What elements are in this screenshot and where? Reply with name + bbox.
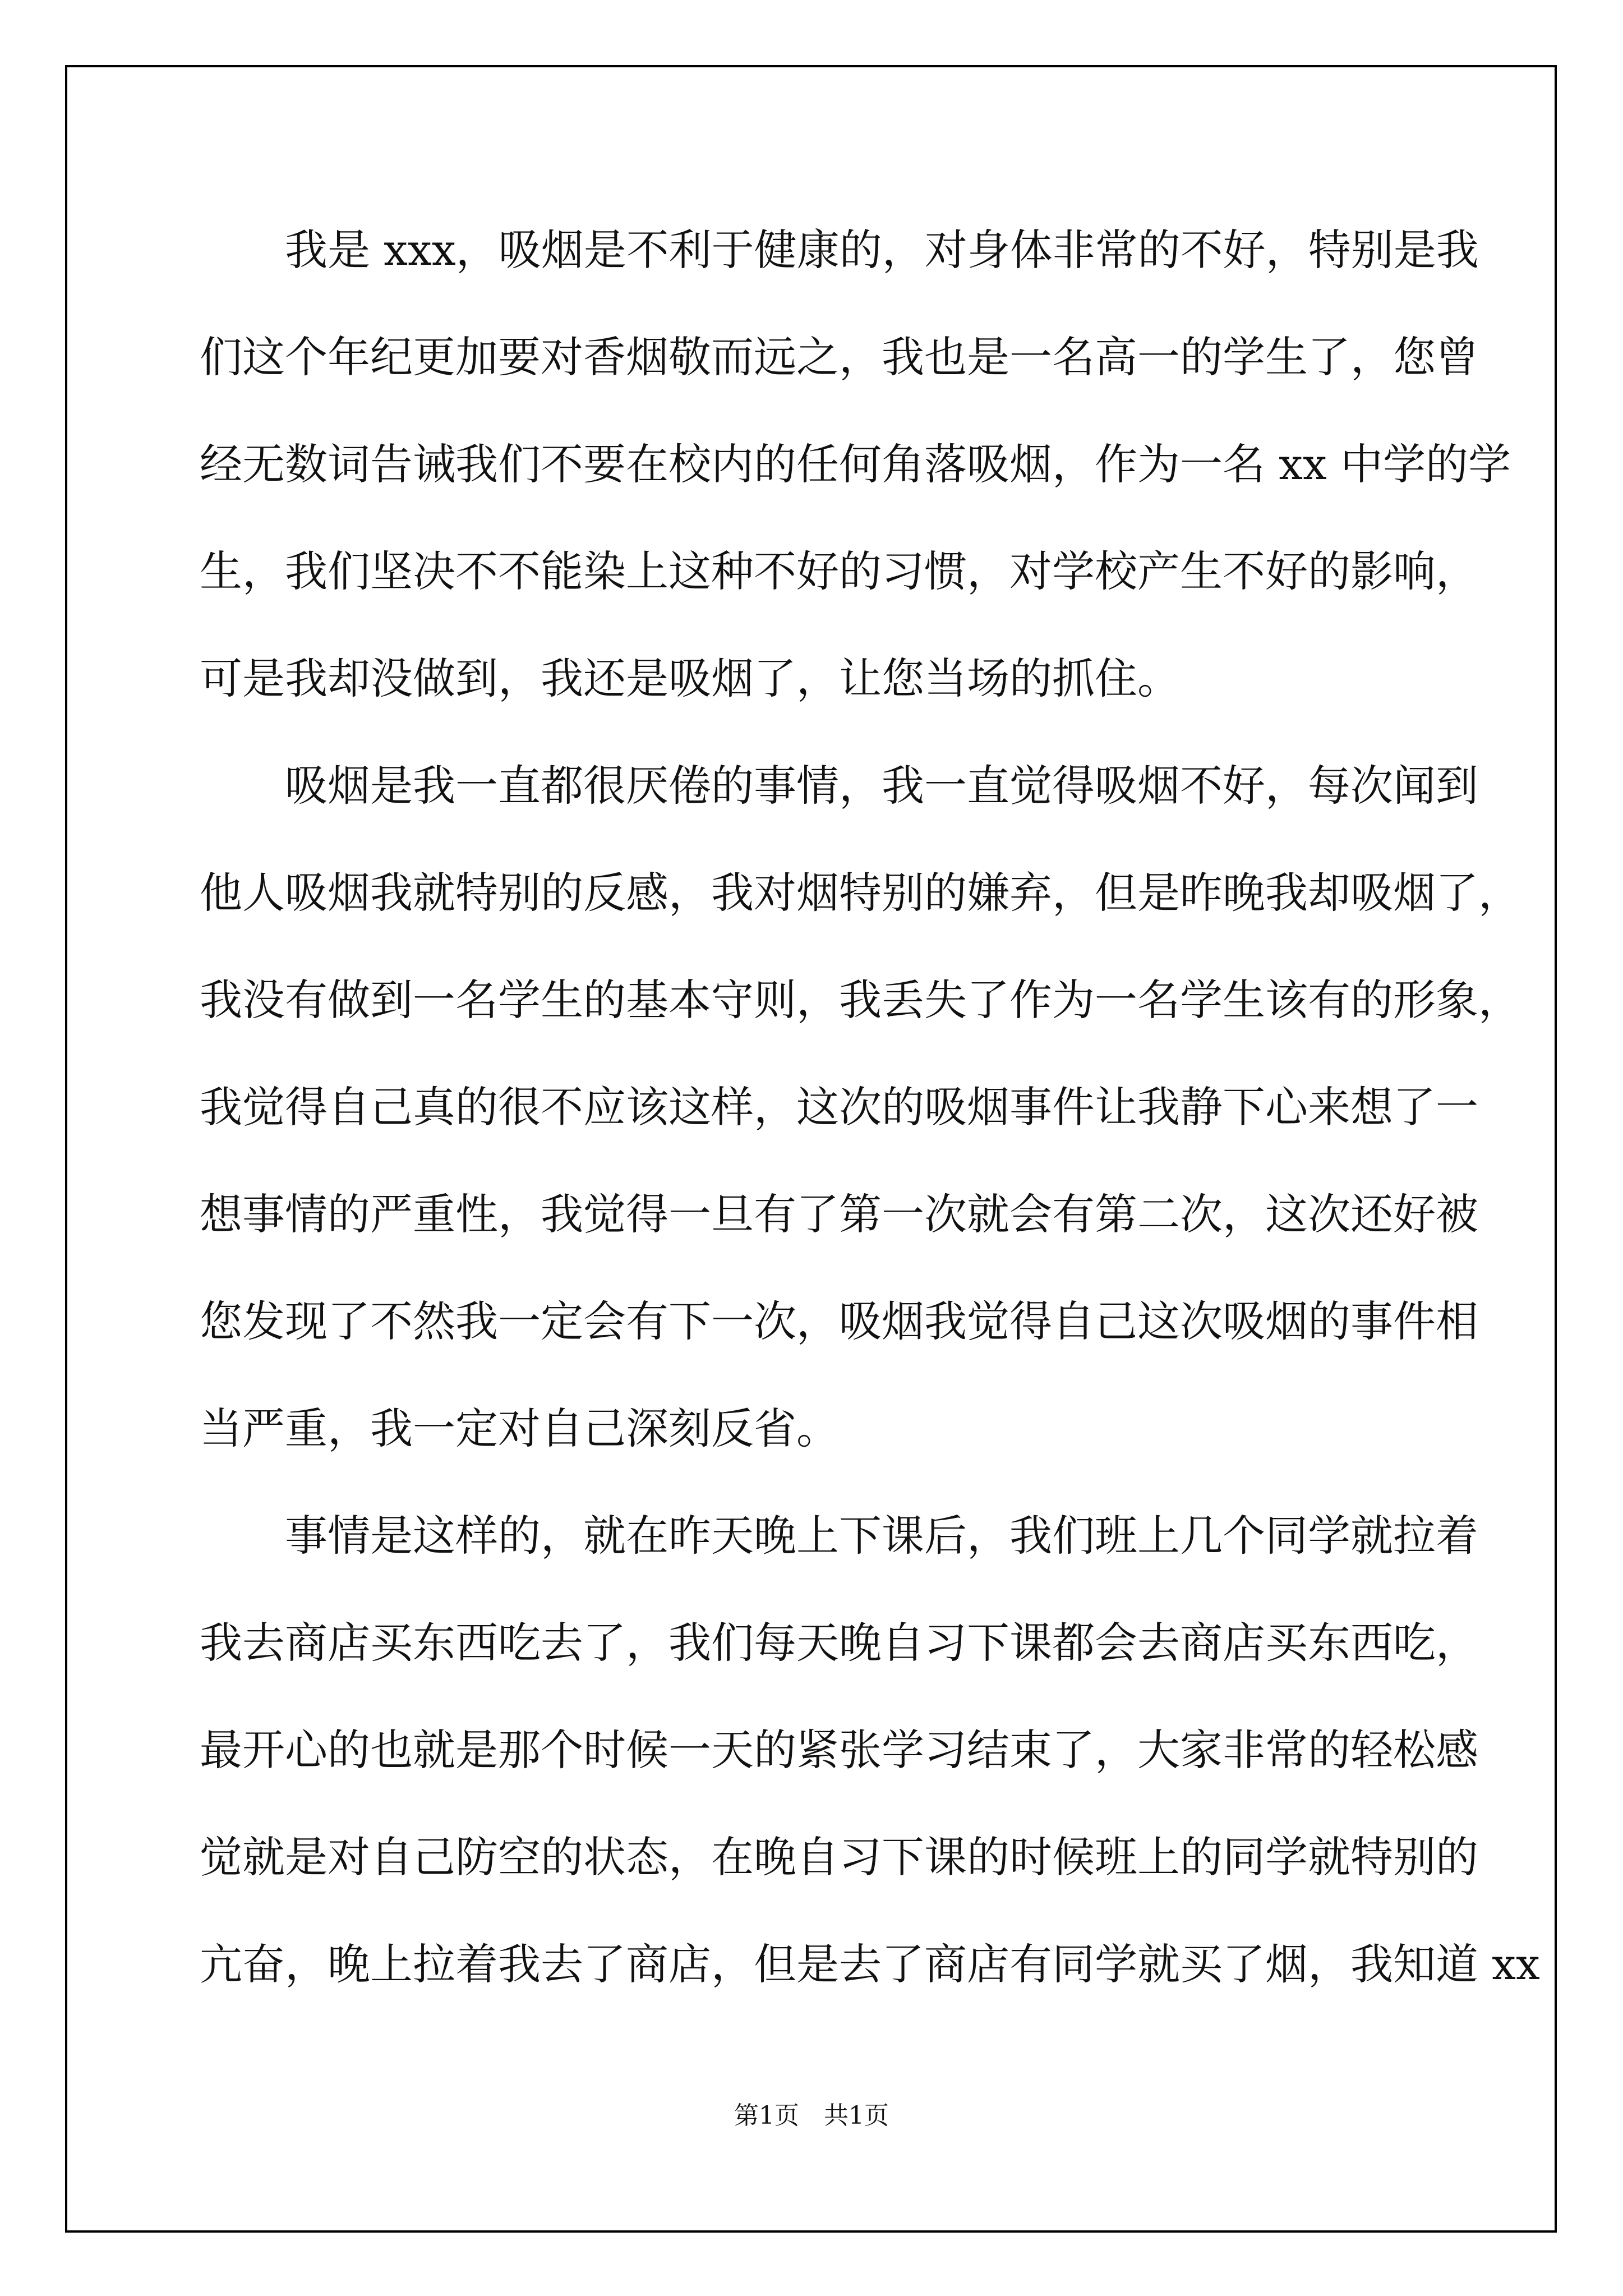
page-number-footer: 第1页 共1页 (734, 2101, 889, 2130)
text-line: 事情是这样的，就在昨天晚上下课后，我们班上几个同学就拉着 (200, 1511, 1478, 1561)
text-line: 吸烟是我一直都很厌倦的事情，我一直觉得吸烟不好，每次闻到 (200, 761, 1478, 811)
text-line: 我去商店买东西吃去了，我们每天晚自习下课都会去商店买东西吃， (200, 1618, 1478, 1668)
text-line: 我觉得自己真的很不应该这样，这次的吸烟事件让我静下心来想了一 (200, 1082, 1478, 1132)
text-line: 可是我却没做到，我还是吸烟了，让您当场的抓住。 (200, 654, 1180, 703)
text-line: 我是 xxx，吸烟是不利于健康的，对身体非常的不好，特别是我 (200, 225, 1479, 275)
text-line: 他人吸烟我就特别的反感，我对烟特别的嫌弃，但是昨晚我却吸烟了， (200, 868, 1521, 918)
text-line: 最开心的也就是那个时候一天的紧张学习结束了，大家非常的轻松感 (200, 1725, 1478, 1775)
text-line: 经无数词告诫我们不要在校内的任何角落吸烟，作为一名 xx 中学的学 (200, 439, 1511, 489)
text-line: 们这个年纪更加要对香烟敬而远之，我也是一名高一的学生了，您曾 (200, 332, 1478, 382)
text-line: 想事情的严重性，我觉得一旦有了第一次就会有第二次，这次还好被 (200, 1189, 1478, 1239)
text-line: 当严重，我一定对自己深刻反省。 (200, 1404, 839, 1453)
text-line: 觉就是对自己防空的状态，在晚自习下课的时候班上的同学就特别的 (200, 1832, 1478, 1882)
document-body (200, 217, 1540, 2038)
text-line: 亢奋，晚上拉着我去了商店，但是去了商店有同学就买了烟，我知道 xx (200, 1939, 1540, 1989)
text-line: 我没有做到一名学生的基本守则，我丢失了作为一名学生该有的形象， (200, 975, 1521, 1025)
text-line: 生，我们坚决不不能染上这种不好的习惯，对学校产生不好的影响， (200, 546, 1478, 596)
text-line: 您发现了不然我一定会有下一次，吸烟我觉得自己这次吸烟的事件相 (200, 1296, 1478, 1346)
